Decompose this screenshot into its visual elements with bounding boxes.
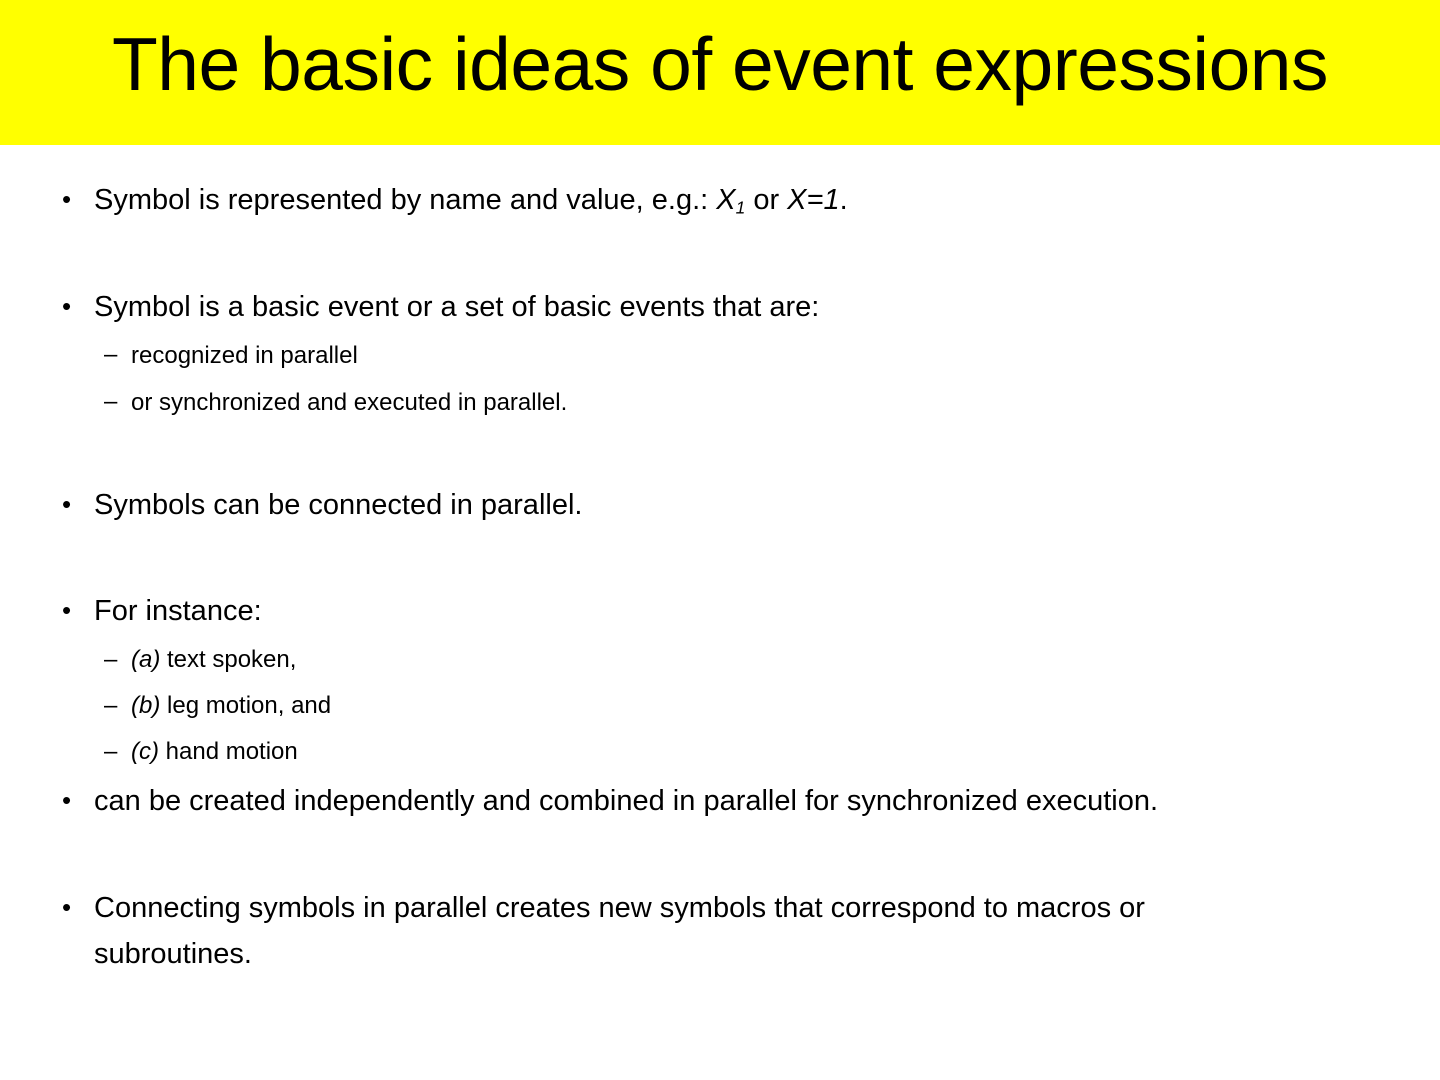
sub-bullet-recognized: recognized in parallel bbox=[131, 342, 358, 369]
sub-bullet-leg-motion bbox=[131, 694, 331, 718]
bullet-text: Symbol is represented by name and value, e.g.: bbox=[94, 184, 717, 216]
bullet-connecting-symbols-line2: subroutines. bbox=[94, 938, 252, 970]
symbol-value-example: X=1 bbox=[787, 184, 840, 216]
bullet-marker: • bbox=[62, 785, 72, 815]
bullet-connecting-symbols-line1: Connecting symbols in parallel creates new symbols that correspond to macros or bbox=[94, 892, 1145, 924]
item-label: (a) bbox=[131, 646, 161, 673]
symbol-name-example bbox=[716, 184, 745, 216]
dash-marker: – bbox=[104, 388, 118, 415]
dash-marker: – bbox=[104, 341, 118, 368]
bullet-marker: • bbox=[62, 291, 72, 321]
variable-x: X bbox=[716, 184, 736, 216]
item-text: leg motion, and bbox=[160, 692, 332, 719]
sub-bullet-synchronized: or synchronized and executed in parallel. bbox=[131, 389, 568, 416]
dash-marker: – bbox=[104, 738, 118, 765]
sub-bullet-text-spoken bbox=[131, 648, 296, 672]
bullet-marker: • bbox=[62, 892, 72, 922]
item-label: (c) bbox=[131, 738, 159, 765]
bullet-text: or bbox=[745, 184, 788, 216]
item-label: (b) bbox=[131, 692, 161, 719]
dash-marker: – bbox=[104, 692, 118, 719]
bullet-marker: • bbox=[62, 595, 72, 625]
bullet-marker: • bbox=[62, 184, 72, 214]
sub-bullet-hand-motion bbox=[131, 740, 298, 764]
bullet-text: . bbox=[839, 184, 848, 216]
item-text: text spoken, bbox=[160, 646, 297, 673]
slide-title: The basic ideas of event expressions bbox=[111, 22, 1329, 106]
bullet-connected-parallel: Symbols can be connected in parallel. bbox=[94, 489, 583, 521]
bullet-created-independently: can be created independently and combined in parallel for synchronized execution. bbox=[94, 785, 1159, 817]
item-text: hand motion bbox=[158, 738, 298, 765]
bullet-symbol-representation bbox=[94, 184, 848, 218]
bullet-basic-event: Symbol is a basic event or a set of basic events that are: bbox=[94, 291, 820, 323]
variable-subscript: 1 bbox=[735, 197, 746, 218]
bullet-for-instance: For instance: bbox=[94, 595, 262, 627]
bullet-marker: • bbox=[62, 489, 72, 519]
dash-marker: – bbox=[104, 646, 118, 673]
